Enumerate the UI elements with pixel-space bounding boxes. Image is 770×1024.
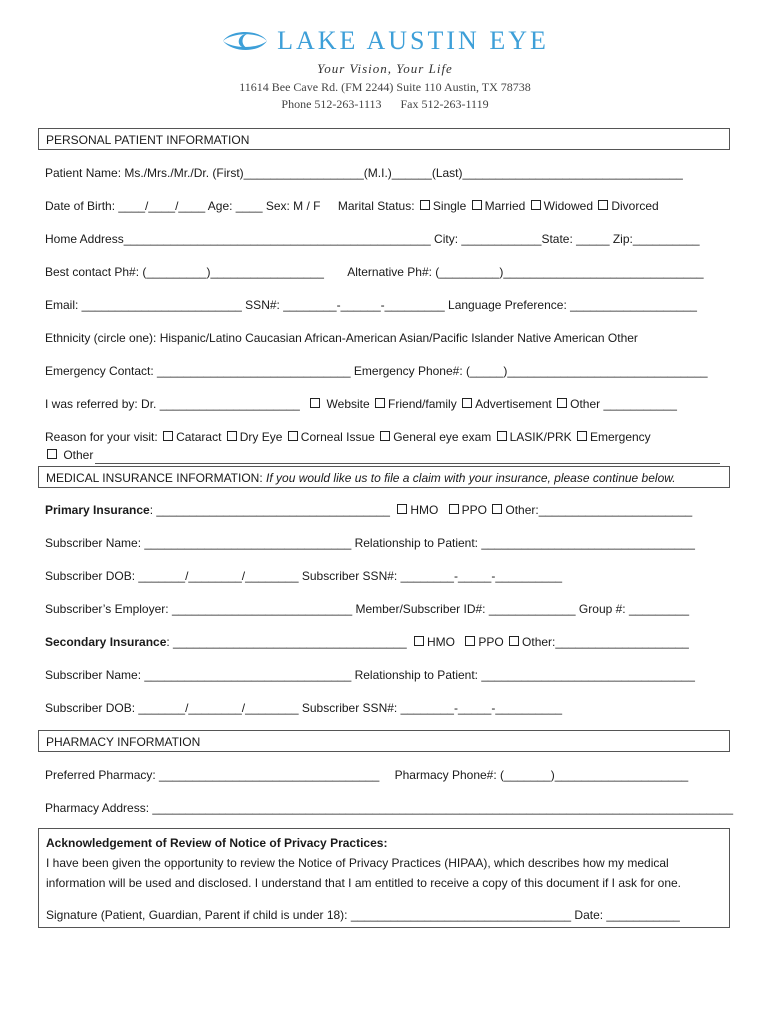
checkbox-icon <box>227 431 237 441</box>
subscriber-employer-field[interactable]: Subscriber’s Employer: ___________________________ Member/Subscriber ID#: _____________ Group #: _________ <box>45 602 690 616</box>
secondary-hmo[interactable]: HMO <box>412 635 455 649</box>
primary-insurance-row <box>45 503 692 517</box>
dob-age-sex-field[interactable]: Date of Birth: ____/____/____ Age: ____ Sex: M / F <box>45 199 321 213</box>
primary-ppo[interactable]: PPO <box>447 503 487 517</box>
insurance-note: If you would like us to file a claim with your insurance, please continue below. <box>266 471 676 485</box>
ack-text-line-1: I have been given the opportunity to review the Notice of Privacy Practices (HIPAA), which describes how my medical <box>46 856 669 870</box>
reason-emergency[interactable]: Emergency <box>575 430 651 444</box>
clinic-address: 11614 Bee Cave Rd. (FM 2244) Suite 110 Austin, TX 78738 <box>239 80 531 94</box>
reason-cataract[interactable]: Cataract <box>161 430 221 444</box>
checkbox-icon <box>375 398 385 408</box>
reason-general-exam[interactable]: General eye exam <box>378 430 491 444</box>
ack-title: Acknowledgement of Review of Notice of Privacy Practices: <box>46 836 388 850</box>
signature-field[interactable]: Signature (Patient, Guardian, Parent if child is under 18): _________________________________ Date: ___________ <box>46 908 680 922</box>
best-contact-field[interactable]: Best contact Ph#: (_________)_________________ <box>45 265 324 279</box>
reason-other[interactable]: Other <box>45 448 93 462</box>
subscriber-dob-field[interactable]: Subscriber DOB: _______/________/________ Subscriber SSN#: ________-_____-__________ <box>45 569 563 583</box>
clinic-fax: Fax 512-263-1119 <box>400 97 489 111</box>
clinic-phone: Phone 512-263-1113 <box>281 97 382 111</box>
alt-phone-field[interactable]: Alternative Ph#: (_________)______________________________ <box>347 265 704 279</box>
eye-swirl-icon <box>221 28 269 54</box>
checkbox-icon <box>163 431 173 441</box>
privacy-acknowledgement <box>38 828 730 928</box>
reason-other-line[interactable] <box>95 463 720 464</box>
patient-name-field[interactable]: Patient Name: Ms./Mrs./Mr./Dr. (First)__________________(M.I.)______(Last)_________________________________ <box>45 166 683 180</box>
pharmacy-phone-field[interactable]: Pharmacy Phone#: (_______)____________________ <box>394 768 689 782</box>
checkbox-icon <box>531 200 541 210</box>
checkbox-icon <box>397 504 407 514</box>
marital-divorced[interactable]: Divorced <box>596 199 658 213</box>
primary-insurance-label: Primary Insurance <box>45 503 150 517</box>
pharmacy-address-field[interactable]: Pharmacy Address: _______________________________________________________________________________________ <box>45 801 734 815</box>
reason-corneal[interactable]: Corneal Issue <box>286 430 375 444</box>
checkbox-icon <box>380 431 390 441</box>
home-address-field[interactable]: Home Address______________________________________________ City: ____________State: _____ Zip:__________ <box>45 232 700 246</box>
phone-row <box>45 265 704 279</box>
marital-label: Marital Status: <box>337 199 415 213</box>
referral-website[interactable]: Website <box>308 397 369 411</box>
checkbox-icon <box>47 449 57 459</box>
checkbox-icon <box>414 636 424 646</box>
checkbox-icon <box>598 200 608 210</box>
referral-other[interactable]: Other ___________ <box>555 397 677 411</box>
checkbox-icon <box>465 636 475 646</box>
insurance-section-heading: MEDICAL INSURANCE INFORMATION: If you would like us to file a claim with your insurance, please continue below. <box>38 466 730 488</box>
personal-section-heading: PERSONAL PATIENT INFORMATION <box>38 128 730 150</box>
primary-other[interactable]: Other:_______________________ <box>490 503 692 517</box>
reason-label: Reason for your visit: <box>45 430 158 444</box>
checkbox-icon <box>420 200 430 210</box>
pharmacy-section-heading: PHARMACY INFORMATION <box>38 730 730 752</box>
brand-name: LAKE AUSTIN EYE <box>277 26 549 55</box>
checkbox-icon <box>472 200 482 210</box>
marital-married[interactable]: Married <box>470 199 526 213</box>
subscriber-name-field[interactable]: Subscriber Name: _______________________________ Relationship to Patient: ________________________________ <box>45 536 695 550</box>
ethnicity-field[interactable]: Ethnicity (circle one): Hispanic/Latino Caucasian African-American Asian/Pacific Islander Native American Other <box>45 331 638 345</box>
subscriber-name-2-field[interactable]: Subscriber Name: _______________________________ Relationship to Patient: ________________________________ <box>45 668 695 682</box>
checkbox-icon <box>497 431 507 441</box>
primary-hmo[interactable]: HMO <box>395 503 438 517</box>
dob-row <box>45 199 659 213</box>
referral-ad[interactable]: Advertisement <box>460 397 552 411</box>
referred-by-field[interactable]: I was referred by: Dr. _____________________ <box>45 397 300 411</box>
secondary-insurance-field[interactable]: : ___________________________________ <box>166 635 407 649</box>
reason-dry-eye[interactable]: Dry Eye <box>225 430 283 444</box>
referral-friend[interactable]: Friend/family <box>373 397 457 411</box>
referral-row <box>45 397 677 411</box>
tagline: Your Vision, Your Life <box>317 61 453 76</box>
secondary-insurance-label: Secondary Insurance <box>45 635 167 649</box>
reason-lasik[interactable]: LASIK/PRK <box>495 430 572 444</box>
secondary-ppo[interactable]: PPO <box>463 635 503 649</box>
subscriber-dob-2-field[interactable]: Subscriber DOB: _______/________/________ Subscriber SSN#: ________-_____-__________ <box>45 701 563 715</box>
email-ssn-language-field[interactable]: Email: ________________________ SSN#: ________-______-_________ Language Preference: ___________________ <box>45 298 697 312</box>
clinic-contact <box>0 97 770 112</box>
ack-text-line-2: information will be used and disclosed. I understand that I am entitled to receive a copy of this document if I ask for one. <box>46 876 682 890</box>
checkbox-icon <box>310 398 320 408</box>
marital-single[interactable]: Single <box>418 199 466 213</box>
secondary-insurance-row <box>45 635 689 649</box>
checkbox-icon <box>577 431 587 441</box>
checkbox-icon <box>492 504 502 514</box>
checkbox-icon <box>288 431 298 441</box>
checkbox-icon <box>449 504 459 514</box>
checkbox-icon <box>557 398 567 408</box>
checkbox-icon <box>462 398 472 408</box>
pharmacy-row <box>45 768 688 782</box>
emergency-contact-field[interactable]: Emergency Contact: _____________________________ Emergency Phone#: (_____)______________________________ <box>45 364 708 378</box>
checkbox-icon <box>509 636 519 646</box>
marital-widowed[interactable]: Widowed <box>529 199 593 213</box>
secondary-other[interactable]: Other:____________________ <box>507 635 689 649</box>
reason-row <box>45 430 651 444</box>
preferred-pharmacy-field[interactable]: Preferred Pharmacy: _________________________________ <box>45 768 380 782</box>
primary-insurance-field[interactable]: : ___________________________________ <box>149 503 390 517</box>
logo <box>0 26 770 56</box>
